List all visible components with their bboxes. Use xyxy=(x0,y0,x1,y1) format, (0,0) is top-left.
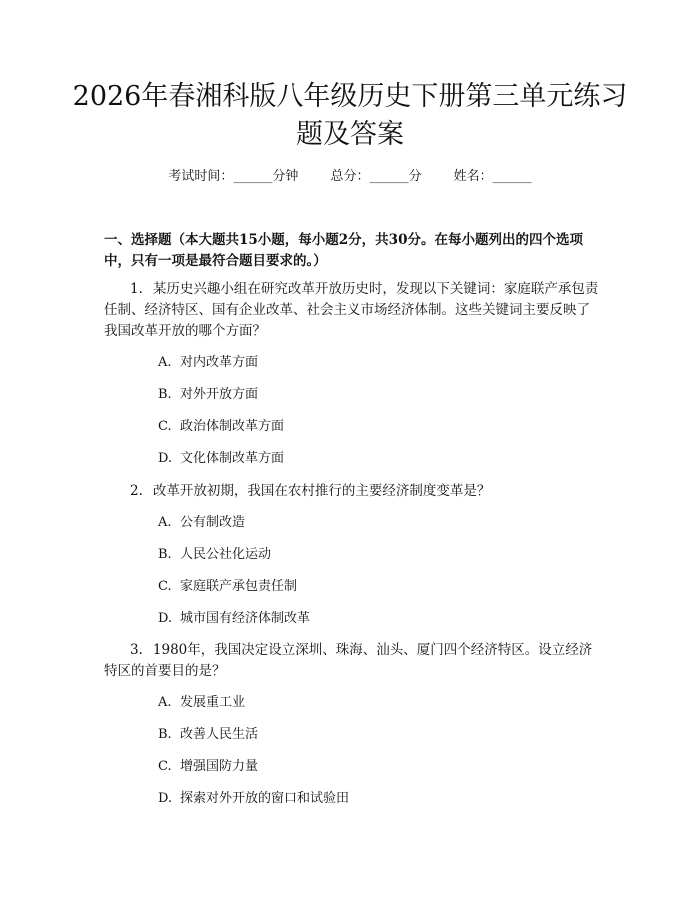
question-text: 1980年，我国决定设立深圳、珠海、汕头、厦门四个经济特区。设立经济特区的首要目的是？ xyxy=(104,642,593,679)
option-letter: A. xyxy=(158,355,172,370)
question-3-option-d xyxy=(158,789,349,809)
question-3-option-a xyxy=(158,693,245,713)
question-2-option-c xyxy=(158,577,297,597)
option-letter: B. xyxy=(158,727,172,742)
exam-info xyxy=(0,167,700,187)
exam-time-field: 考试时间：______分钟 xyxy=(168,169,299,184)
question-number: 3. xyxy=(130,642,143,658)
option-text: 人民公社化运动 xyxy=(180,547,272,562)
question-2-option-a xyxy=(158,513,245,533)
option-letter: D. xyxy=(158,451,173,466)
question-2 xyxy=(104,481,600,502)
option-text: 对外开放方面 xyxy=(180,387,259,402)
question-1-option-c xyxy=(158,417,284,437)
option-text: 对内改革方面 xyxy=(180,355,259,370)
option-letter: C. xyxy=(158,579,172,594)
question-3 xyxy=(104,640,600,682)
option-text: 增强国防力量 xyxy=(180,759,259,774)
option-letter: B. xyxy=(158,387,172,402)
option-text: 政治体制改革方面 xyxy=(180,419,285,434)
option-text: 发展重工业 xyxy=(180,695,246,710)
option-text: 探索对外开放的窗口和试验田 xyxy=(180,791,350,806)
section-heading: 一、选择题（本大题共15小题，每小题2分，共30分。在每小题列出的四个选项中，只有一项是最符合题目要求的。） xyxy=(104,232,583,269)
option-letter: A. xyxy=(158,515,172,530)
option-text: 城市国有经济体制改革 xyxy=(180,611,311,626)
question-2-option-d xyxy=(158,609,310,629)
total-score-field: 总分：______分 xyxy=(330,169,422,184)
option-letter: A. xyxy=(158,695,172,710)
option-letter: B. xyxy=(158,547,172,562)
option-text: 公有制改造 xyxy=(180,515,246,530)
question-3-option-c xyxy=(158,757,258,777)
question-1-option-b xyxy=(158,385,258,405)
option-text: 改善人民生活 xyxy=(180,727,259,742)
question-1-option-d xyxy=(158,449,284,469)
question-3-option-b xyxy=(158,725,258,745)
option-letter: C. xyxy=(158,759,172,774)
question-2-option-b xyxy=(158,545,271,565)
question-number: 2. xyxy=(130,483,143,499)
question-text: 某历史兴趣小组在研究改革开放历史时，发现以下关键词：家庭联产承包责任制、经济特区、国有企业改革、社会主义市场经济体制。这些关键词主要反映了我国改革开放的哪个方面？ xyxy=(104,281,599,339)
option-text: 家庭联产承包责任制 xyxy=(180,579,298,594)
question-number: 1. xyxy=(130,281,143,297)
option-letter: D. xyxy=(158,791,173,806)
question-1-option-a xyxy=(158,353,258,373)
option-text: 文化体制改革方面 xyxy=(180,451,285,466)
question-text: 改革开放初期，我国在农村推行的主要经济制度变革是？ xyxy=(152,483,491,499)
option-letter: C. xyxy=(158,419,172,434)
question-1 xyxy=(104,279,600,342)
document-title: 2026年春湘科版八年级历史下册第三单元练习题及答案 xyxy=(72,81,628,150)
option-letter: D. xyxy=(158,611,173,626)
student-name-field: 姓名：______ xyxy=(453,169,532,184)
